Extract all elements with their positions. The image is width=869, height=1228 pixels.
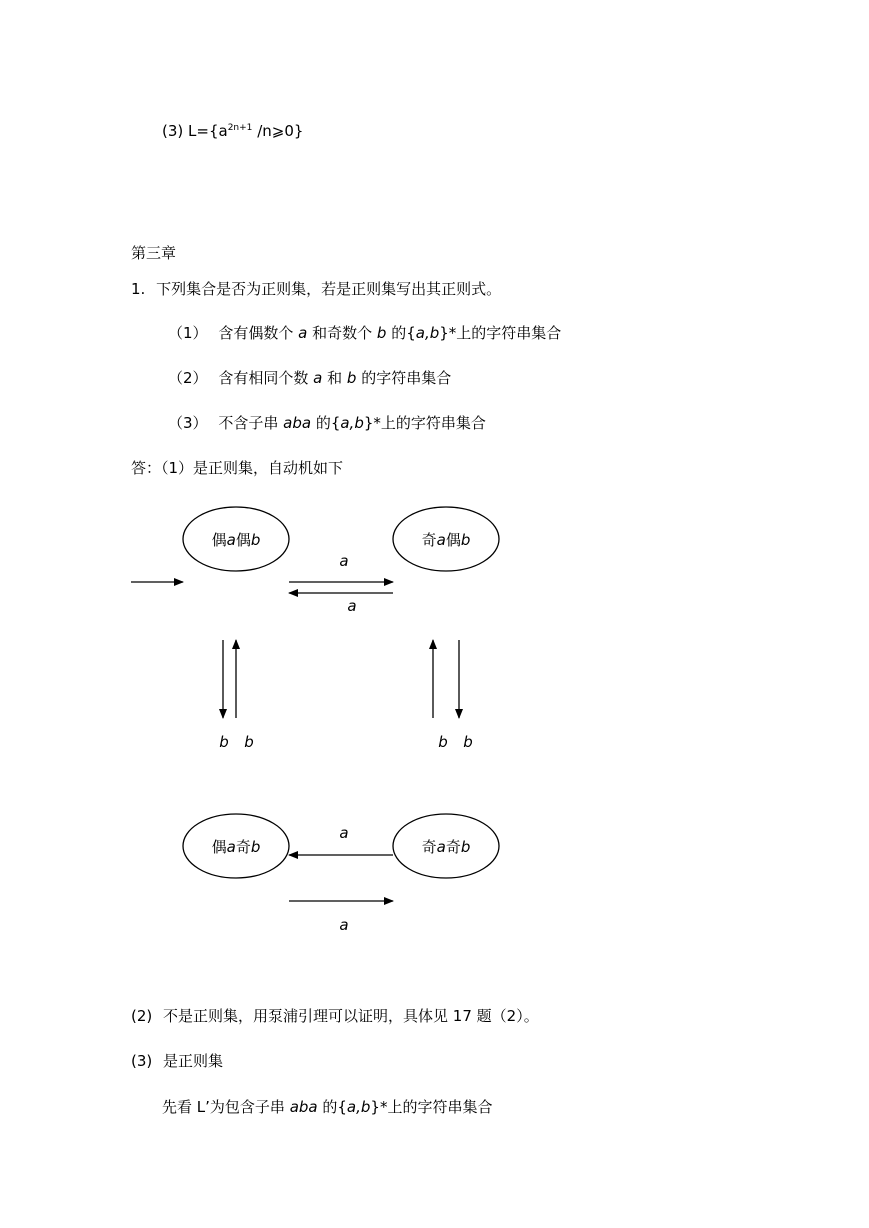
- svg-text:偶a奇b: [212, 838, 261, 856]
- var-a: a: [298, 324, 308, 342]
- item-text: 和奇数个: [312, 324, 373, 342]
- state-label-var: b: [460, 531, 471, 549]
- answer-number: (2): [131, 1007, 153, 1025]
- answer-number: (3): [131, 1052, 153, 1070]
- state-label-part: 奇: [421, 531, 437, 549]
- substring: aba: [283, 414, 312, 432]
- state-label-var: a: [436, 531, 446, 549]
- item-number: （2）: [168, 369, 208, 387]
- edge-label-bottom-left: a: [339, 824, 349, 842]
- edge-label-left-up: b: [244, 733, 254, 751]
- item-text: }*上的字符串集合: [363, 414, 486, 432]
- state-label-part: 奇: [421, 838, 437, 856]
- edge-label-top-right: a: [339, 552, 349, 570]
- answer-text: 先看 L’为包含子串: [162, 1098, 285, 1116]
- item-number: （1）: [168, 324, 208, 342]
- svg-text:奇a偶b: [422, 531, 471, 549]
- state-even-a-odd-b: [183, 814, 289, 878]
- item-text: 不含子串: [218, 414, 279, 432]
- state-label-var: a: [226, 531, 236, 549]
- state-label-var: b: [460, 838, 471, 856]
- var-b: b: [346, 369, 357, 387]
- state-label-var: a: [226, 838, 236, 856]
- prev-problem-lang: L={a: [188, 122, 228, 140]
- answer-intro: 答：（1）是正则集，自动机如下: [131, 459, 344, 477]
- state-label-part: 偶: [235, 531, 251, 549]
- question-number: 1.: [131, 280, 146, 298]
- state-label-part: 偶: [211, 838, 227, 856]
- state-label-part: 奇: [445, 838, 461, 856]
- item-text: 的{: [391, 324, 416, 342]
- prev-problem-exponent: 2n+1: [227, 123, 253, 133]
- svg-text:奇a奇b: [422, 838, 471, 856]
- alphabet: a,b: [346, 1098, 371, 1116]
- edge-label-right-down: b: [463, 733, 473, 751]
- prev-problem-number: (3): [162, 122, 184, 140]
- answer-part-3: [131, 1051, 223, 1071]
- state-even-a-even-b: [183, 507, 289, 571]
- prev-problem-cond: /n⩾0}: [257, 122, 304, 140]
- item-text: 的字符串集合: [361, 369, 452, 387]
- state-label-var: a: [436, 838, 446, 856]
- answer-text: 是正则集: [163, 1052, 224, 1070]
- edge-label-left-down: b: [219, 733, 229, 751]
- answer-last-line: [162, 1097, 492, 1117]
- answer-text: }*上的字符串集合: [370, 1098, 493, 1116]
- var-a: a: [313, 369, 323, 387]
- item-text: }*上的字符串集合: [439, 324, 562, 342]
- answer-text: 不是正则集，用泵浦引理可以证明，具体见 17 题（2）。: [163, 1007, 539, 1025]
- state-label-var: b: [250, 838, 261, 856]
- edge-label-right-up: b: [438, 733, 448, 751]
- chapter-heading: 第三章: [131, 244, 177, 262]
- item-text: 和: [327, 369, 343, 387]
- item-text: 的{: [315, 414, 341, 432]
- question-text: 下列集合是否为正则集，若是正则集写出其正则式。: [156, 280, 502, 298]
- item-text: 含有偶数个: [218, 324, 294, 342]
- item-text: 含有相同个数: [218, 369, 309, 387]
- svg-text:偶a偶b: [212, 531, 261, 549]
- state-odd-a-even-b: [393, 507, 499, 571]
- item-number: （3）: [168, 414, 208, 432]
- substring: aba: [289, 1098, 318, 1116]
- answer-part-2: [131, 1006, 539, 1026]
- edge-label-top-left: a: [347, 597, 357, 615]
- alphabet: a,b: [340, 414, 364, 432]
- answer-text: 的{: [322, 1098, 347, 1116]
- alphabet: a,b: [415, 324, 440, 342]
- edge-label-bottom-right: a: [339, 916, 349, 934]
- state-label-part: 奇: [235, 838, 251, 856]
- state-label-part: 偶: [445, 531, 461, 549]
- var-b: b: [376, 324, 387, 342]
- state-odd-a-odd-b: [393, 814, 499, 878]
- state-label-var: b: [250, 531, 261, 549]
- state-label-part: 偶: [211, 531, 227, 549]
